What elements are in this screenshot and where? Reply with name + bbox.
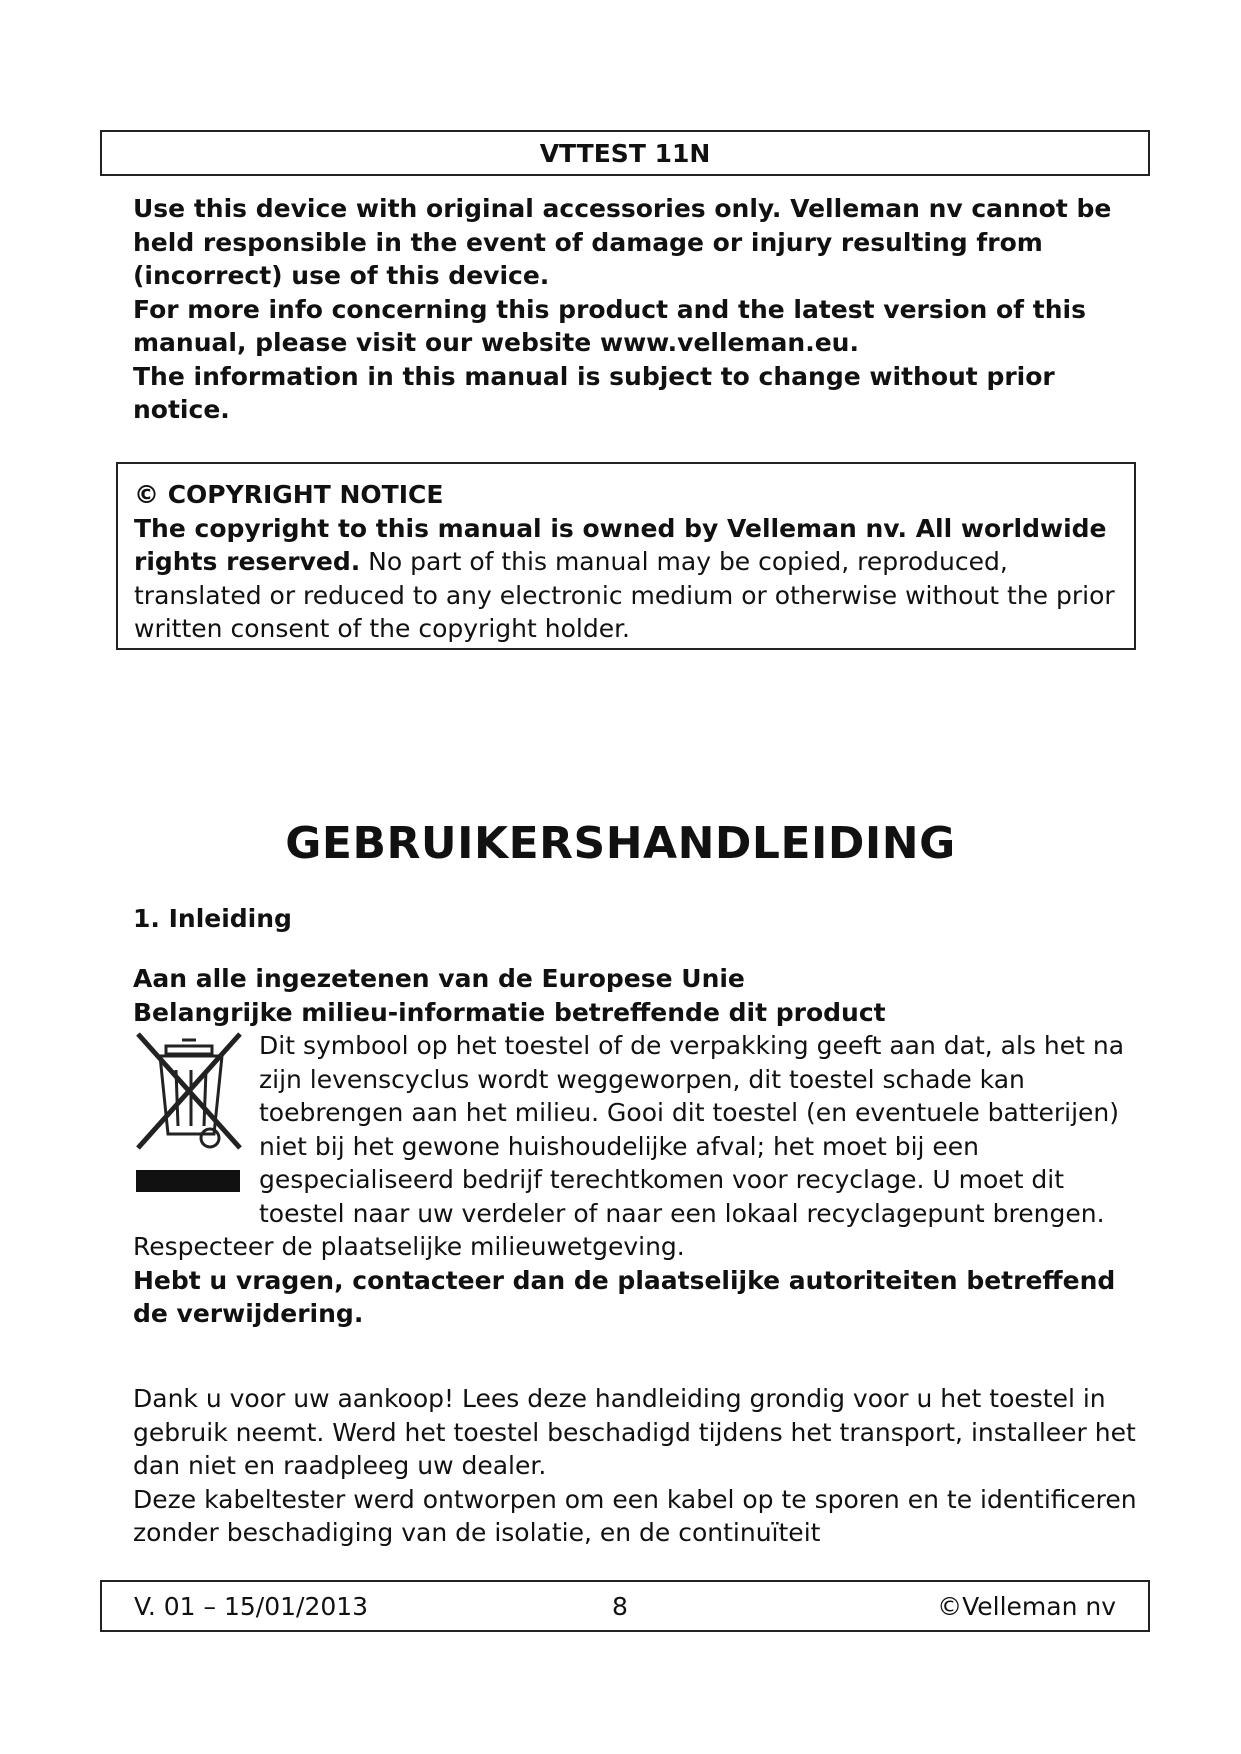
- icon-spacer: [133, 1029, 259, 1197]
- copyright-title: © COPYRIGHT NOTICE: [134, 480, 444, 509]
- eu-paragraph: [133, 1029, 1143, 1264]
- copyright-bold-text: The copyright to this manual is owned by Velleman nv. All worldwide rights reserved.: [134, 513, 1107, 576]
- footer-version: V. 01 – 15/01/2013: [134, 1592, 369, 1621]
- footer-company: ©Velleman nv: [937, 1592, 1116, 1621]
- eu-paragraph-text: Dit symbool op het toestel of de verpakking geeft aan dat, als het na zijn levenscyclus wordt weggeworpen, dit toestel schade kan toebrengen aan het milieu. Gooi dit toestel (en eventuele batterijen) niet bij het gewone huishoudelijke afval; het moet bij een gespecialiseerd bedrijf terechtkomen voor recyclage. U moet dit toestel naar uw verdeler of naar een lokaal recyclagepunt brengen. Respecteer de plaatselijke milieuwetgeving.: [133, 1031, 1125, 1261]
- notice-website: For more info concerning this product and the latest version of this manual, please visit our website www.velleman.eu.: [133, 294, 1086, 357]
- notice-accessories: Use this device with original accessories only. Velleman nv cannot be held responsible in the event of damage or injury resulting from (incorrect) use of this device.: [133, 194, 1112, 290]
- page-title: GEBRUIKERSHANDLEIDING: [285, 818, 956, 869]
- eu-disposal-note: Hebt u vragen, contacteer dan de plaatselijke autoriteiten betreffend de verwijdering.: [133, 1265, 1116, 1328]
- eu-heading-environment: Belangrijke milieu-informatie betreffende dit product: [133, 997, 886, 1027]
- intro-paragraph-thanks: Dank u voor uw aankoop! Lees deze handleiding grondig voor u het toestel in gebruik neemt. Werd het toestel beschadigd tijdens het transport, installeer het dan niet en raadpleeg uw dealer.: [133, 1384, 1136, 1480]
- section-heading: 1. Inleiding: [133, 904, 292, 933]
- eu-info-block: [133, 962, 1143, 1331]
- copyright-box: [116, 462, 1136, 650]
- intro-paragraph-description: Deze kabeltester werd ontworpen om een kabel op te sporen en te identificeren zonder beschadiging van de isolatie, en de continuïteit: [133, 1484, 1137, 1547]
- notice-block: [133, 192, 1143, 427]
- model-title: VTTEST 11N: [539, 138, 711, 168]
- footer-box: [100, 1580, 1150, 1632]
- footer-page-number: 8: [612, 1592, 628, 1621]
- header-box: [100, 130, 1150, 176]
- notice-change: The information in this manual is subject to change without prior notice.: [133, 361, 1055, 424]
- copyright-text: [134, 512, 1134, 646]
- intro-body: [133, 1382, 1143, 1550]
- eu-heading-residents: Aan alle ingezetenen van de Europese Unie: [133, 964, 745, 993]
- copyright-normal-text: No part of this manual may be copied, reproduced, translated or reduced to any electronic medium or otherwise without the prior written consent of the copyright holder.: [134, 547, 1115, 643]
